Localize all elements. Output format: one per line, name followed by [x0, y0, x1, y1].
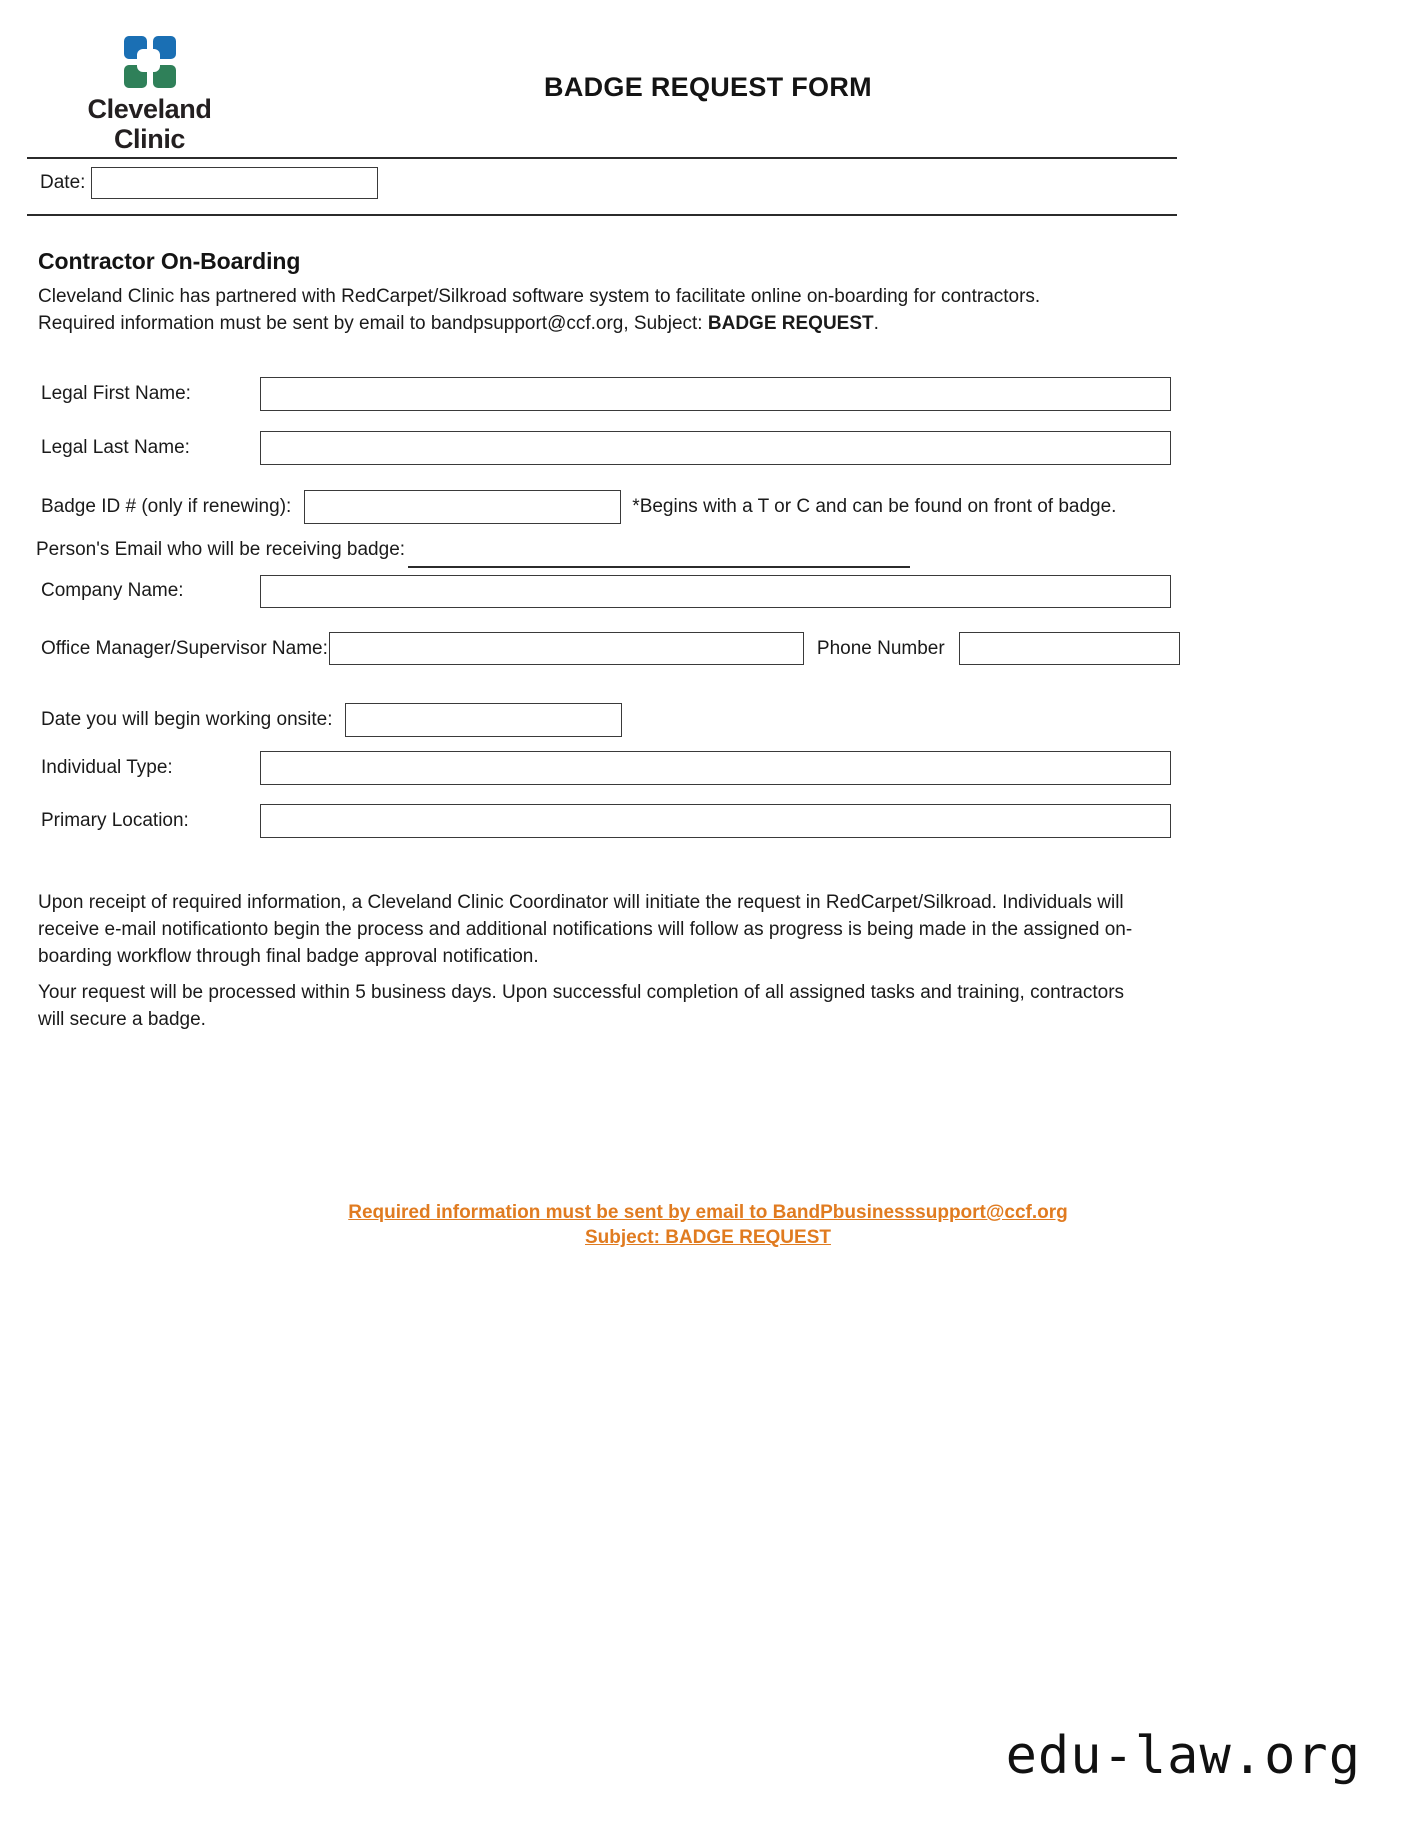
legal-last-name-input[interactable] — [260, 431, 1171, 465]
primary-location-label: Primary Location: — [41, 810, 189, 831]
field-start-date — [41, 703, 622, 737]
header-divider-bottom — [27, 214, 1177, 216]
field-badge-id — [41, 490, 1116, 524]
field-office-manager — [41, 632, 1180, 665]
logo-center-cutout — [137, 49, 160, 72]
phone-number-label: Phone Number — [816, 637, 945, 659]
office-manager-label: Office Manager/Supervisor Name: — [41, 637, 328, 659]
start-date-label: Date you will begin working onsite: — [41, 709, 333, 730]
badge-id-note: *Begins with a T or C and can be found on front of badge. — [632, 496, 1117, 517]
company-name-label: Company Name: — [41, 580, 184, 601]
logo-wordmark-line2: Clinic — [113, 124, 186, 154]
person-email-label: Person's Email who will be receiving badge: — [36, 539, 406, 560]
primary-location-input[interactable] — [260, 804, 1171, 838]
field-legal-first-name — [41, 383, 191, 405]
closing-paragraph-2: Your request will be processed within 5 business days. Upon successful completion of all assigned tasks and training, contractors will secure a badge. — [38, 982, 1125, 1030]
field-individual-type — [41, 757, 173, 779]
intro-paragraph — [38, 283, 1113, 337]
footer-note-line2: Subject: BADGE REQUEST — [585, 1227, 831, 1248]
footer-note-line1: Required information must be sent by email to BandPbusinesssupport@ccf.org — [348, 1202, 1068, 1223]
legal-first-name-input[interactable] — [260, 377, 1171, 411]
closing-paragraph-1: Upon receipt of required information, a Cleveland Clinic Coordinator will initiate the request in RedCarpet/Silkroad. Individuals will receive e-mail notificationto begin the process and additional notifications will follow as progress is being made in the assigned on-boarding workflow through final badge approval notification. — [38, 892, 1133, 967]
date-input[interactable] — [91, 167, 378, 199]
intro-text-part2: . — [873, 313, 879, 334]
field-primary-location — [41, 810, 189, 832]
field-legal-last-name — [41, 437, 190, 459]
section-heading: Contractor On-Boarding — [38, 248, 301, 274]
phone-number-input[interactable] — [959, 632, 1180, 665]
field-person-email — [36, 539, 911, 561]
company-name-input[interactable] — [260, 575, 1171, 608]
intro-text-bold: BADGE REQUEST — [707, 313, 874, 334]
badge-id-input[interactable] — [304, 490, 621, 524]
badge-id-label: Badge ID # (only if renewing): — [41, 496, 292, 517]
header-divider-top — [27, 157, 1177, 159]
page-title: BADGE REQUEST FORM — [544, 72, 872, 102]
date-row — [40, 167, 378, 199]
person-email-input[interactable] — [408, 566, 910, 568]
legal-first-name-label: Legal First Name: — [41, 383, 191, 404]
logo-wordmark-line1: Cleveland — [87, 94, 212, 124]
field-company-name — [41, 580, 184, 602]
footer-required-info-note — [0, 1200, 1416, 1250]
legal-last-name-label: Legal Last Name: — [41, 437, 190, 458]
office-manager-input[interactable] — [329, 632, 804, 665]
individual-type-label: Individual Type: — [41, 757, 173, 778]
intro-text-part1: Cleveland Clinic has partnered with RedCarpet/Silkroad software system to facilitate online on-boarding for contractors. Required information must be sent by email to bandpsupport@ccf.org, Subject: — [38, 286, 1041, 334]
watermark: edu-law.org — [1005, 1726, 1361, 1786]
date-label: Date: — [40, 172, 86, 193]
individual-type-input[interactable] — [260, 751, 1171, 785]
start-date-input[interactable] — [345, 703, 622, 737]
form-header — [0, 0, 1416, 154]
